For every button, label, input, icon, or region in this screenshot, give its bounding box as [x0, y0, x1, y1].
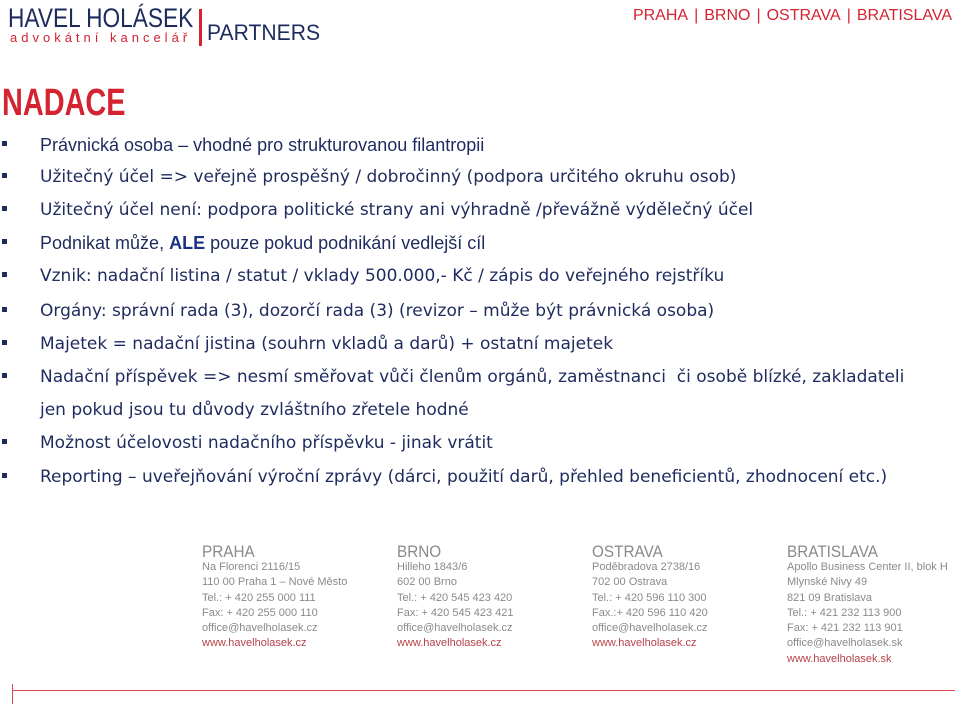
slide-title: NADACE	[2, 82, 126, 124]
office-email: office@havelholasek.sk	[787, 637, 903, 650]
bullet-item	[0, 301, 940, 321]
bullet-square-icon	[2, 272, 7, 277]
office-website: www.havelholasek.cz	[202, 637, 307, 650]
footer-rule-tick	[12, 684, 13, 704]
bullet-item	[0, 334, 940, 354]
office-website: www.havelholasek.sk	[787, 652, 892, 665]
bullet-item	[0, 233, 940, 253]
bullet-item	[0, 433, 940, 453]
office-email: office@havelholasek.cz	[592, 622, 708, 635]
bullet-continuation	[0, 400, 940, 420]
bullet-square-icon	[2, 439, 7, 444]
bullet-text: Užitečný účel => veřejně prospěšný / dobročinný (podpora určitého okruhu osob)	[40, 167, 737, 187]
header-city-brno: BRNO	[704, 7, 751, 24]
office-phone: Tel.: + 420 545 423 420	[397, 591, 513, 604]
office-city-heading: BRNO	[397, 542, 442, 561]
bullet-square-icon	[2, 206, 7, 211]
bullet-square-icon	[2, 173, 7, 178]
bullet-item	[0, 367, 940, 387]
header-separator: |	[846, 7, 851, 24]
footer-rule	[12, 690, 955, 691]
office-address	[787, 560, 948, 667]
bullet-item	[0, 266, 940, 286]
bullet-item	[0, 467, 940, 487]
office-street: Poděbradova 2738/16	[592, 561, 701, 573]
logo-divider-bar	[199, 9, 202, 46]
bullet-text	[40, 233, 485, 253]
office-city-heading: OSTRAVA	[592, 542, 663, 561]
office-ostrava	[592, 543, 772, 673]
office-street: Hilleho 1843/6	[397, 561, 468, 573]
office-bratislava	[787, 543, 960, 673]
bullet-continuation-text: jen pokud jsou tu důvody zvláštního zřetele hodné	[40, 400, 469, 420]
logo-firm-name: HAVEL HOLÁSEK	[8, 3, 194, 33]
office-fax: Fax: + 421 232 113 901	[787, 622, 903, 635]
office-city-heading: BRATISLAVA	[787, 542, 878, 561]
bullet-text: Užitečný účel není: podpora politické strany ani výhradně /převážně výdělečný účel	[40, 200, 754, 220]
office-fax: Fax.:+ 420 596 110 420	[592, 606, 708, 619]
office-phone: Tel.: + 420 255 000 111	[202, 591, 316, 604]
office-postcode-city: 602 00 Brno	[397, 576, 457, 589]
bullet-emphasis: ALE	[169, 233, 206, 253]
office-address	[202, 560, 347, 652]
office-postcode-city: 110 00 Praha 1 – Nové Město	[202, 576, 348, 589]
firm-logo	[0, 0, 340, 52]
bullet-item	[0, 135, 940, 155]
header-city-bratislava: BRATISLAVA	[856, 7, 952, 24]
bullet-square-icon	[2, 373, 7, 378]
office-fax: Fax: + 420 255 000 110	[202, 606, 318, 619]
bullet-text: Nadační příspěvek => nesmí směřovat vůči členům orgánů, zaměstnanci či osobě blízké, zakladateli	[40, 367, 905, 387]
bullet-text-part: Podnikat může,	[40, 233, 170, 253]
office-postcode-city: 821 09 Bratislava	[787, 591, 872, 604]
bullet-text: Orgány: správní rada (3), dozorčí rada (3) (revizor – může být právnická osoba)	[40, 301, 715, 321]
office-phone: Tel.: + 421 232 113 900	[787, 606, 902, 619]
office-street: Na Florenci 2116/15	[202, 561, 301, 573]
office-fax: Fax: + 420 545 423 421	[397, 606, 514, 619]
office-website: www.havelholasek.cz	[592, 637, 697, 650]
bullet-text: Vznik: nadační listina / statut / vklady 500.000,- Kč / zápis do veřejného rejstříku	[40, 266, 725, 286]
logo-tagline: advokátní kancelář	[10, 30, 192, 45]
header-separator: |	[756, 7, 761, 24]
bullet-square-icon	[2, 340, 7, 345]
office-brno	[397, 543, 577, 673]
header-city-praha: PRAHA	[632, 7, 689, 24]
bullet-square-icon	[2, 473, 7, 478]
bullet-text: Právnická osoba – vhodné pro strukturovanou filantropii	[40, 135, 485, 155]
office-email: office@havelholasek.cz	[397, 622, 513, 635]
bullet-square-icon	[2, 239, 7, 244]
bullet-square-icon	[2, 307, 7, 312]
office-street: Mlynské Nivy 49	[787, 576, 868, 589]
office-postcode-city: 702 00 Ostrava	[592, 576, 668, 589]
bullet-text: Reporting – uveřejňování výroční zprávy (dárci, použití darů, přehled beneficientů, zhodnocení etc.)	[40, 467, 888, 487]
logo-partners: PARTNERS	[207, 20, 321, 45]
office-building: Apollo Business Center II, blok H	[787, 561, 948, 573]
office-website: www.havelholasek.cz	[397, 637, 502, 650]
bullet-text: Možnost účelovosti nadačního příspěvku - jinak vrátit	[40, 433, 493, 453]
bullet-text-part: pouze pokud podnikání vedlejší cíl	[205, 233, 486, 253]
bullet-text: Majetek = nadační jistina (souhrn vkladů a darů) + ostatní majetek	[40, 334, 614, 354]
office-cities-header	[633, 7, 952, 25]
bullet-item	[0, 200, 940, 220]
office-email: office@havelholasek.cz	[202, 622, 318, 635]
header-city-ostrava: OSTRAVA	[766, 7, 841, 24]
office-address	[397, 560, 514, 652]
bullet-square-icon	[2, 141, 7, 146]
bullet-item	[0, 167, 940, 187]
office-city-heading: PRAHA	[202, 542, 255, 561]
office-praha	[202, 543, 382, 673]
office-address	[592, 560, 708, 652]
office-phone: Tel.: + 420 596 110 300	[592, 591, 707, 604]
header-separator: |	[694, 7, 699, 24]
